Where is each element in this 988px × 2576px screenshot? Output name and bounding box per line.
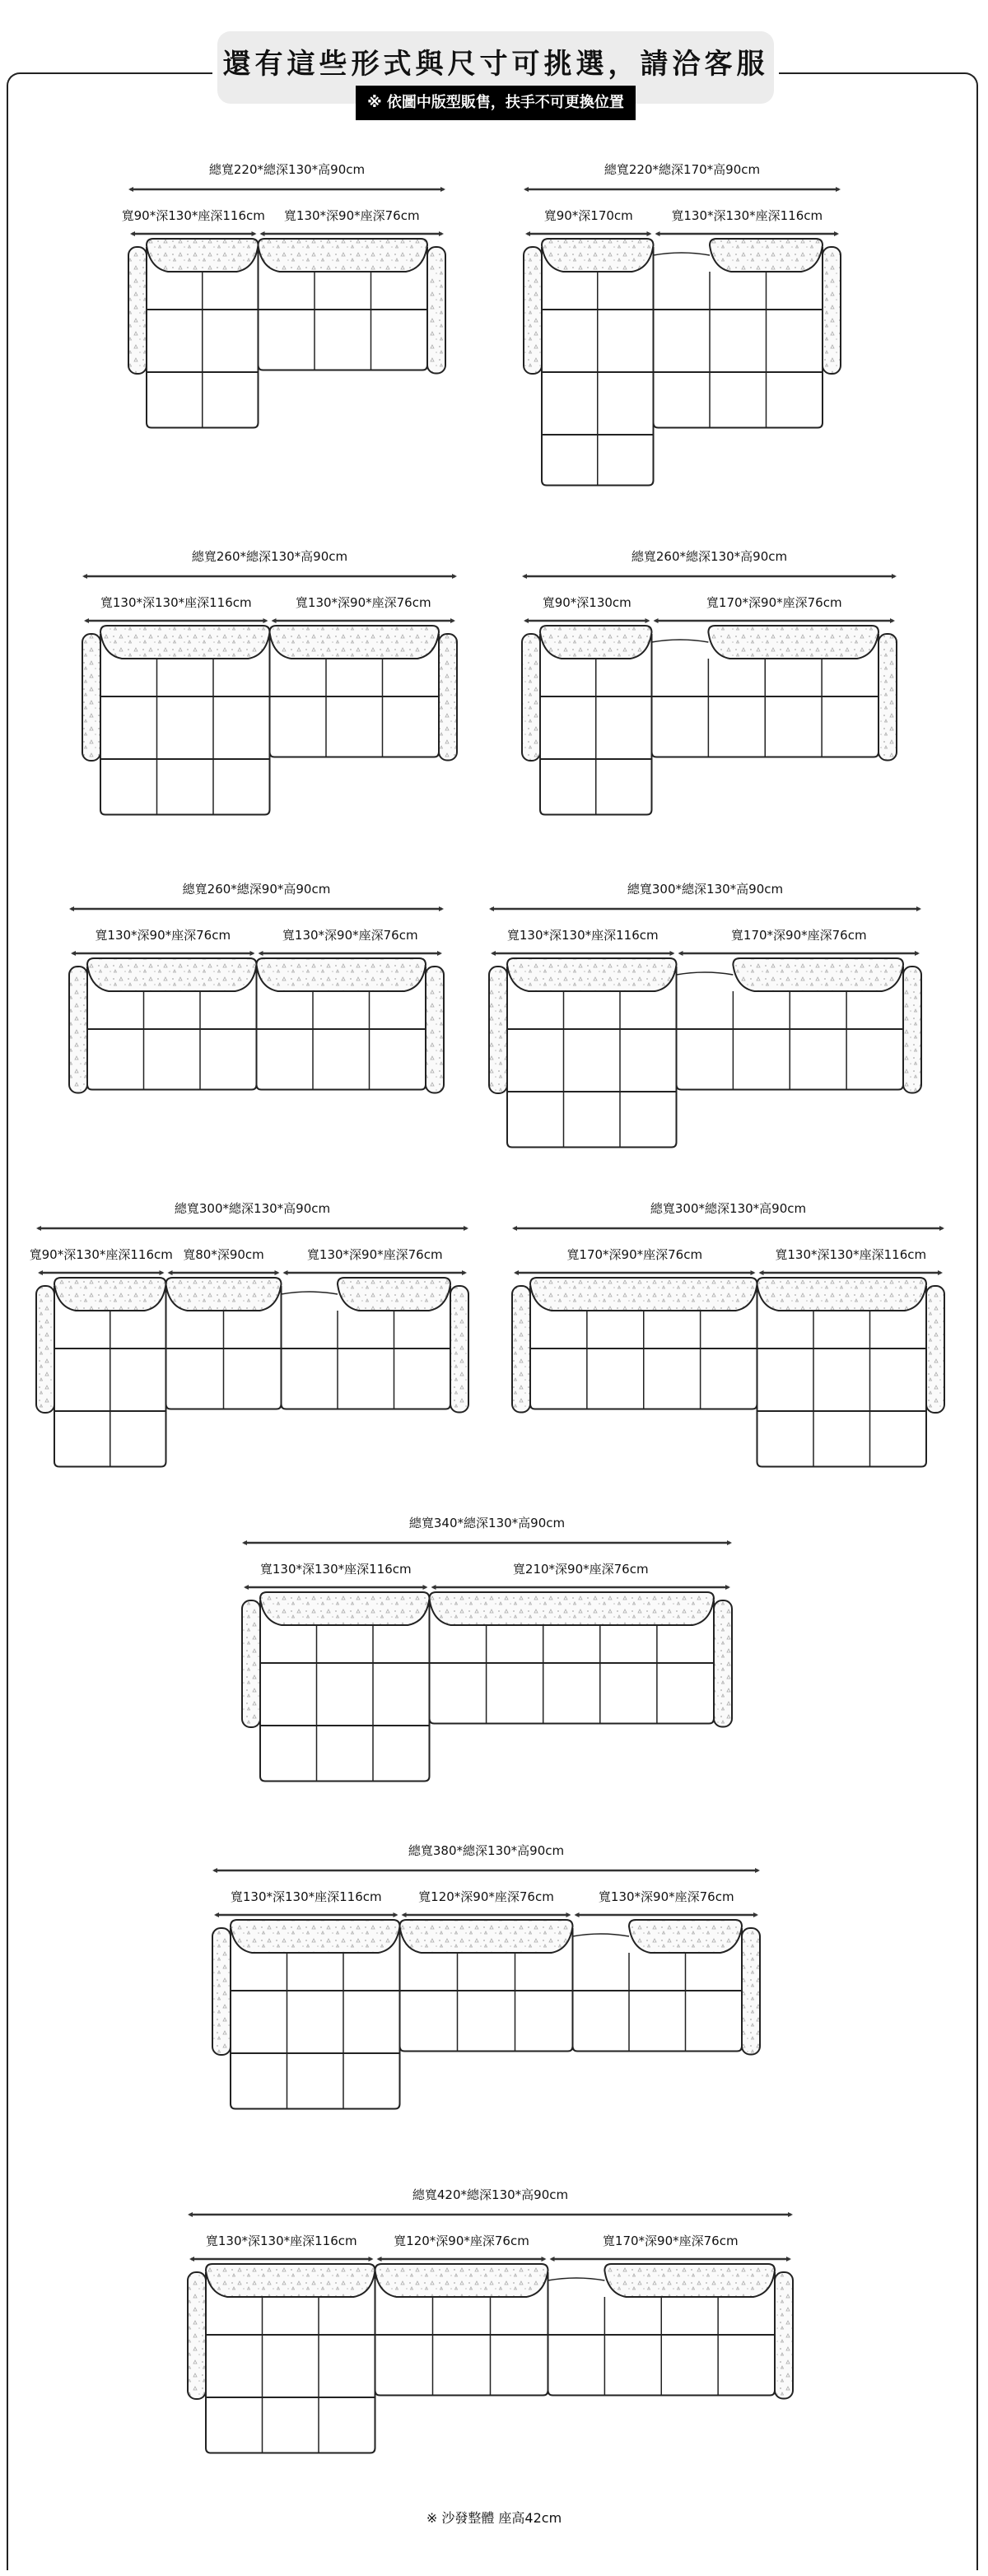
back-cushion <box>270 626 440 659</box>
total-width-line <box>489 906 921 911</box>
total-width-line <box>524 187 841 192</box>
module-dimension-label: 寬210*深90*座深76cm <box>512 1562 649 1577</box>
armrest <box>426 967 444 1093</box>
module-dimension-label: 寬90*深170cm <box>543 208 633 223</box>
total-dimension-label: 總寬220*總深130*高90cm <box>208 162 366 177</box>
armrest <box>714 1600 732 1727</box>
module-dimension-label: 寬130*深90*座深76cm <box>282 928 418 943</box>
total-dimension-label: 總寬260*總深130*高90cm <box>191 549 348 564</box>
module-width-line <box>525 231 652 236</box>
back-cushion <box>54 1278 166 1311</box>
module-dimension-label: 寬130*深130*座深116cm <box>506 928 659 943</box>
back-cushion <box>147 239 259 272</box>
module-width-line <box>283 1270 468 1275</box>
module-dimension-label: 寬130*深130*座深116cm <box>230 1889 382 1904</box>
module-dimension-label: 寬170*深90*座深76cm <box>566 1247 703 1262</box>
total-width-line <box>82 574 457 579</box>
total-dimension-label: 總寬260*總深130*高90cm <box>631 549 788 564</box>
module-width-line <box>654 618 896 623</box>
module-width-line <box>575 1912 759 1917</box>
armrest <box>926 1286 944 1413</box>
seat-cushion <box>654 247 823 428</box>
module-dimension-label: 寬170*深90*座深76cm <box>730 928 867 943</box>
total-width-line <box>128 187 445 192</box>
total-width-line <box>212 1868 760 1873</box>
module-width-line <box>84 618 268 623</box>
module-dimension-label: 寬130*深130*座深116cm <box>205 2234 357 2248</box>
seat-cushion <box>757 1286 927 1467</box>
back-cushion <box>708 626 878 659</box>
back-cushion <box>257 958 426 991</box>
back-cushion <box>231 1920 400 1953</box>
armrest <box>188 2272 206 2399</box>
module-dimension-label: 寬130*深130*座深116cm <box>775 1247 927 1262</box>
module-width-line <box>189 2257 374 2262</box>
armrest <box>36 1286 54 1413</box>
armrest <box>522 634 540 761</box>
seat-cushion <box>206 2272 375 2453</box>
back-cushion <box>507 958 677 991</box>
module-width-line <box>377 2257 547 2262</box>
module-width-line <box>272 618 456 623</box>
module-dimension-label: 寬130*深130*座深116cm <box>671 208 823 223</box>
module-dimension-label: 寬130*深90*座深76cm <box>598 1889 734 1904</box>
back-cushion <box>375 2264 548 2297</box>
armrest <box>427 247 445 374</box>
back-cushion <box>540 626 652 659</box>
total-dimension-label: 總寬220*總深170*高90cm <box>604 162 761 177</box>
footer-note: ※ 沙發整體 座高42cm <box>426 2510 562 2526</box>
total-dimension-label: 總寬300*總深130*高90cm <box>650 1201 807 1216</box>
total-dimension-label: 總寬300*總深130*高90cm <box>627 882 784 897</box>
total-dimension-label: 總寬300*總深130*高90cm <box>174 1201 331 1216</box>
back-cushion <box>733 958 903 991</box>
module-dimension-label: 寬130*深90*座深76cm <box>295 595 431 610</box>
back-cushion <box>100 626 270 659</box>
module-width-line <box>259 951 443 956</box>
module-width-line <box>678 951 920 956</box>
armrest <box>903 967 921 1093</box>
armrest <box>69 967 87 1093</box>
module-dimension-label: 寬80*深90cm <box>183 1247 264 1262</box>
module-width-line <box>38 1270 165 1275</box>
total-dimension-label: 總寬420*總深130*高90cm <box>412 2187 569 2202</box>
module-width-line <box>168 1270 280 1275</box>
back-cushion <box>87 958 257 991</box>
module-dimension-label: 寬130*深90*座深76cm <box>306 1247 443 1262</box>
armrest <box>450 1286 468 1413</box>
module-dimension-label: 寬90*深130*座深116cm <box>121 208 265 223</box>
module-dimension-label: 寬120*深90*座深76cm <box>418 1889 554 1904</box>
module-width-line <box>431 1585 731 1590</box>
armrest <box>242 1600 260 1727</box>
total-width-line <box>522 574 897 579</box>
module-width-line <box>260 231 445 236</box>
back-cushion <box>710 239 823 272</box>
back-cushion <box>757 1278 927 1311</box>
module-dimension-label: 寬130*深90*座深76cm <box>283 208 420 223</box>
total-width-line <box>69 906 444 911</box>
module-dimension-label: 寬90*深130cm <box>542 595 631 610</box>
module-dimension-label: 寬170*深90*座深76cm <box>706 595 842 610</box>
armrest <box>489 967 507 1093</box>
back-cushion <box>259 239 428 272</box>
armrest <box>82 634 100 761</box>
module-width-line <box>759 1270 944 1275</box>
armrest <box>742 1928 760 2055</box>
total-width-line <box>36 1226 468 1231</box>
armrest <box>128 247 147 374</box>
module-width-line <box>402 1912 571 1917</box>
armrest <box>823 247 841 374</box>
seat-cushion <box>260 1600 430 1782</box>
seat-cushion <box>507 967 677 1148</box>
total-width-line <box>512 1226 944 1231</box>
total-dimension-label: 總寬380*總深130*高90cm <box>408 1843 565 1858</box>
back-cushion <box>530 1278 757 1311</box>
back-cushion <box>629 1920 742 1953</box>
module-width-line <box>550 2257 792 2262</box>
page-title: 還有這些形式與尺寸可挑選，請洽客服 <box>222 48 769 81</box>
module-dimension-label: 寬120*深90*座深76cm <box>394 2234 529 2248</box>
module-width-line <box>514 1270 756 1275</box>
back-cushion <box>542 239 654 272</box>
module-dimension-label: 寬130*深130*座深116cm <box>259 1562 412 1577</box>
back-cushion <box>604 2264 775 2297</box>
module-dimension-label: 寬130*深90*座深76cm <box>95 928 231 943</box>
module-width-line <box>524 618 650 623</box>
module-width-line <box>655 231 840 236</box>
total-width-line <box>242 1540 732 1545</box>
back-cushion <box>338 1278 450 1311</box>
module-width-line <box>214 1912 398 1917</box>
seat-cushion <box>231 1928 400 2109</box>
module-width-line <box>130 231 257 236</box>
subtitle-notice: ※ 依圖中版型販售，扶手不可更換位置 <box>356 86 636 120</box>
back-cushion <box>166 1278 282 1311</box>
armrest <box>512 1286 530 1413</box>
back-cushion <box>430 1592 715 1625</box>
armrest <box>775 2272 793 2399</box>
module-width-line <box>71 951 255 956</box>
total-width-line <box>188 2212 793 2217</box>
armrest <box>878 634 897 761</box>
armrest <box>212 1928 231 2055</box>
back-cushion <box>206 2264 375 2297</box>
module-dimension-label: 寬130*深130*座深116cm <box>100 595 252 610</box>
total-dimension-label: 總寬340*總深130*高90cm <box>408 1516 566 1530</box>
module-width-line <box>491 951 675 956</box>
module-width-line <box>244 1585 428 1590</box>
armrest <box>439 634 457 761</box>
module-dimension-label: 寬170*深90*座深76cm <box>602 2234 739 2248</box>
back-cushion <box>400 1920 573 1953</box>
seat-cushion <box>100 634 270 815</box>
back-cushion <box>260 1592 430 1625</box>
module-dimension-label: 寬90*深130*座深116cm <box>29 1247 173 1262</box>
total-dimension-label: 總寬260*總深90*高90cm <box>182 882 331 897</box>
armrest <box>524 247 542 374</box>
